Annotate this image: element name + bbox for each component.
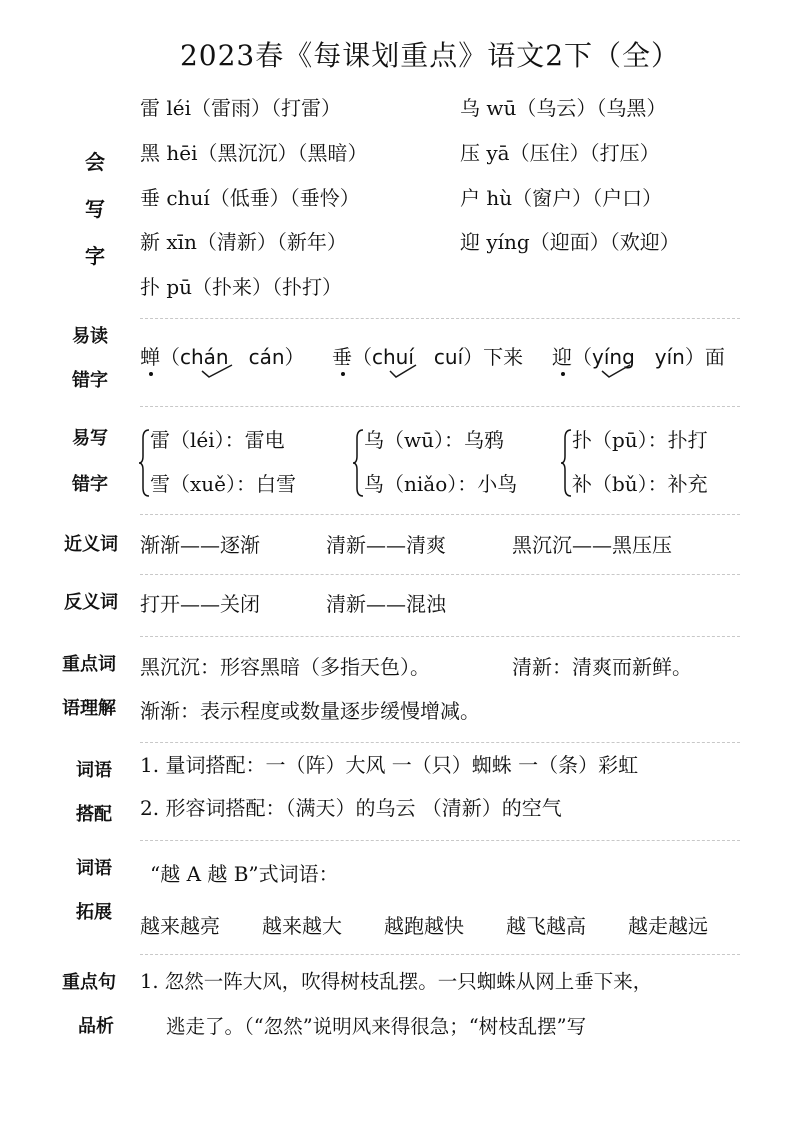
section-divider xyxy=(140,742,740,743)
char-entry: 新 xīn（清新）（新年） xyxy=(140,230,347,254)
paren: （ xyxy=(352,345,372,369)
antonym-pair: 打开——关闭 xyxy=(140,592,260,616)
section-label-line: 易写 xyxy=(72,428,108,449)
synonym-pair: 黑沉沉——黑压压 xyxy=(512,533,672,557)
collocation-line: 1. 量词搭配：一（阵）大风 一（只）蜘蛛 一（条）彩虹 xyxy=(140,753,639,777)
word-definition: 黑沉沉：形容黑暗（多指天色）。 xyxy=(140,655,430,679)
pinyin-wrong: cán xyxy=(248,345,285,369)
sentence-analysis-line: 逃走了。（“忽然”说明风来得很急；“树枝乱摆”写 xyxy=(166,1015,587,1038)
char-pair-top: 扑（pū）：扑打 xyxy=(572,428,708,452)
section-label-line: 重点句 xyxy=(62,972,116,993)
section-label-jin-yi-ci: 近义词 xyxy=(64,534,118,555)
item-suffix: 面 xyxy=(704,345,725,369)
section-label-line: 品析 xyxy=(78,1016,114,1037)
synonym-pair: 清新——清爽 xyxy=(326,533,446,557)
section-label-line: 易读 xyxy=(72,326,108,347)
item-char: 蝉 xyxy=(140,345,160,369)
paren: ） xyxy=(284,345,305,369)
section-label-char: 字 xyxy=(85,244,105,268)
expansion-heading: “越 A 越 B”式词语： xyxy=(150,862,339,886)
paren: （ xyxy=(572,345,592,369)
document-title: 2023春《每课划重点》语文2下（全） xyxy=(179,39,681,72)
item-suffix: 下来 xyxy=(483,345,524,369)
brace-icon xyxy=(138,428,150,498)
word-definition: 清新：清爽而新鲜。 xyxy=(512,655,692,679)
char-entry: 雷 léi（雷雨）（打雷） xyxy=(140,96,341,120)
pinyin-wrong: cuí xyxy=(433,345,464,369)
section-label-fan-yi-ci: 反义词 xyxy=(64,592,118,613)
expansion-word: 越来越亮 xyxy=(140,914,220,938)
section-label-line: 重点词 xyxy=(62,654,116,675)
sentence-analysis-line: 1. 忽然一阵大风，吹得树枝乱摆。一只蜘蛛从网上垂下来， xyxy=(140,970,653,993)
pinyin-correct: chán xyxy=(180,345,229,369)
section-label-hui-xie-zi xyxy=(84,146,106,287)
expansion-word: 越来越大 xyxy=(262,914,342,938)
item-char: 垂 xyxy=(332,345,352,369)
char-entry: 扑 pū（扑来）（扑打） xyxy=(140,275,343,299)
expansion-word: 越跑越快 xyxy=(384,914,464,938)
section-label-line: 词语 xyxy=(76,760,112,781)
synonym-pair: 渐渐——逐渐 xyxy=(140,533,260,557)
char-entry: 压 yā（压住）（打压） xyxy=(460,141,660,165)
char-pair-top: 雷（léi）：雷电 xyxy=(150,428,285,452)
char-pair-top: 乌（wū）：乌鸦 xyxy=(364,428,504,452)
section-label-line: 错字 xyxy=(72,370,108,391)
expansion-word: 越走越远 xyxy=(628,914,708,938)
section-divider xyxy=(140,574,740,575)
emphasis-dot xyxy=(561,372,565,376)
section-label-line: 错字 xyxy=(72,474,108,495)
paren: ） xyxy=(463,345,484,369)
char-pair-bottom: 补（bǔ）：补充 xyxy=(572,472,708,496)
pronunciation-item xyxy=(332,347,523,367)
collocation-line: 2. 形容词搭配：（满天）的乌云 （清新）的空气 xyxy=(140,796,562,820)
section-divider xyxy=(140,954,740,955)
checkmark-icon xyxy=(388,362,418,380)
paren: ） xyxy=(684,345,705,369)
expansion-word: 越飞越高 xyxy=(506,914,586,938)
checkmark-icon xyxy=(600,362,632,380)
pronunciation-item xyxy=(552,347,725,367)
section-divider xyxy=(140,318,740,319)
section-label-char: 写 xyxy=(85,197,105,221)
section-label-line: 拓展 xyxy=(76,902,112,923)
checkmark-icon xyxy=(200,362,234,380)
brace-icon xyxy=(560,428,572,498)
brace-icon xyxy=(352,428,364,498)
section-divider xyxy=(140,514,740,515)
emphasis-dot xyxy=(341,372,345,376)
char-entry: 垂 chuí（低垂）（垂怜） xyxy=(140,186,360,210)
section-divider xyxy=(140,636,740,637)
section-divider xyxy=(140,840,740,841)
emphasis-dot xyxy=(149,372,153,376)
char-entry: 迎 yíng（迎面）（欢迎） xyxy=(460,230,680,254)
section-label-line: 搭配 xyxy=(76,804,112,825)
char-entry: 乌 wū（乌云）（乌黑） xyxy=(460,96,667,120)
section-divider xyxy=(140,406,740,407)
char-entry: 户 hù（窗户）（户口） xyxy=(460,186,663,210)
pinyin-correct: chuí xyxy=(372,345,414,369)
word-definition: 渐渐：表示程度或数量逐步缓慢增减。 xyxy=(140,699,480,723)
section-label-char: 会 xyxy=(85,150,105,174)
char-pair-bottom: 雪（xuě）：白雪 xyxy=(150,472,296,496)
pinyin-correct: yíng xyxy=(592,345,635,369)
paren: （ xyxy=(160,345,180,369)
pinyin-wrong: yín xyxy=(654,345,685,369)
char-entry: 黑 hēi（黑沉沉）（黑暗） xyxy=(140,141,368,165)
item-char: 迎 xyxy=(552,345,572,369)
antonym-pair: 清新——混浊 xyxy=(326,592,446,616)
section-label-line: 语理解 xyxy=(62,698,116,719)
char-pair-bottom: 鸟（niǎo）：小鸟 xyxy=(364,472,518,496)
section-label-line: 词语 xyxy=(76,858,112,879)
